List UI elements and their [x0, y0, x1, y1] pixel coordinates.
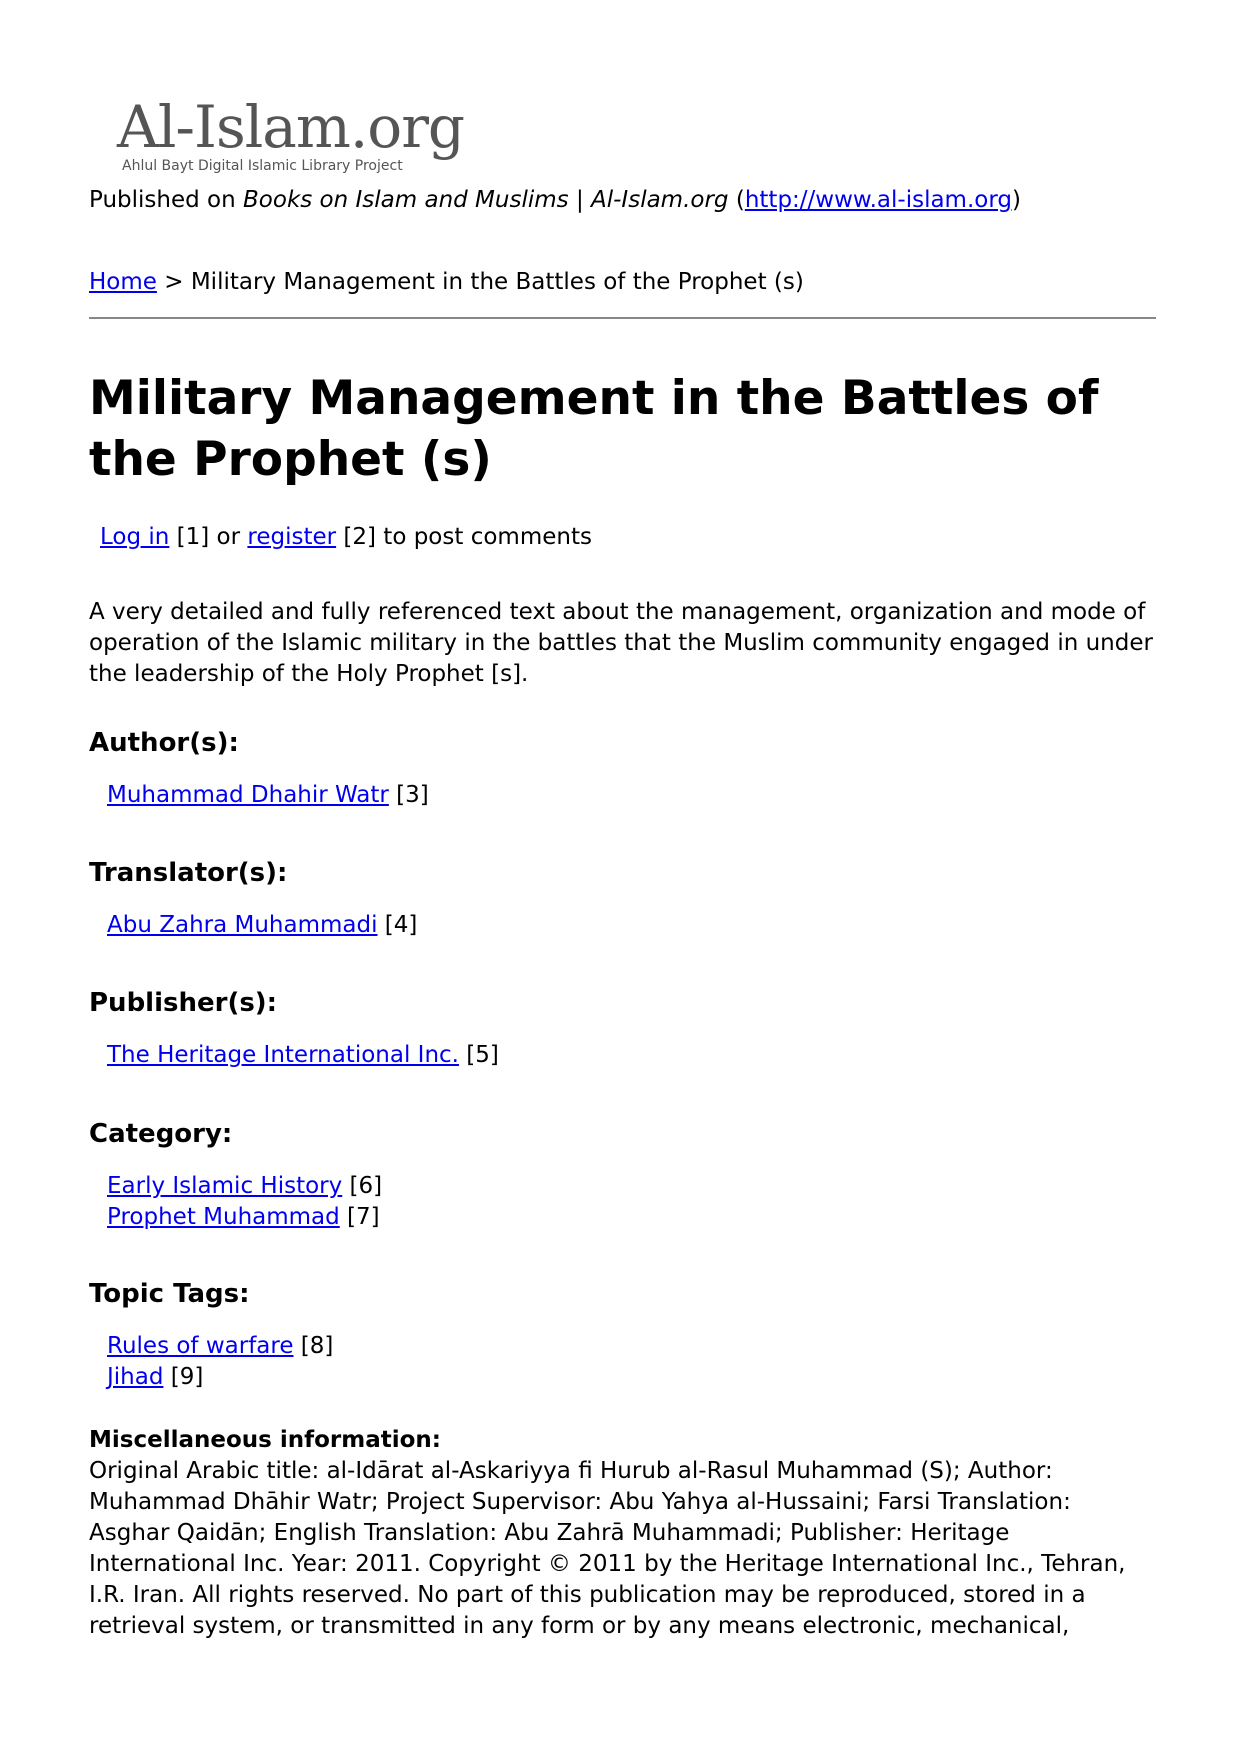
tag-link[interactable]: Jihad	[107, 1364, 164, 1390]
category-link[interactable]: Early Islamic History	[107, 1173, 343, 1199]
ref-number: [4]	[377, 912, 418, 938]
topic-tags-heading: Topic Tags:	[89, 1279, 250, 1309]
published-prefix: Published on	[89, 187, 244, 213]
logo-wordmark: Al-Islam.org	[117, 93, 465, 161]
misc-heading: Miscellaneous information:	[89, 1427, 441, 1453]
site-url-link[interactable]: http://www.al-islam.org	[744, 187, 1013, 213]
author-link[interactable]: Muhammad Dhahir Watr	[107, 782, 389, 808]
list-item	[107, 780, 1156, 811]
logo-tagline: Ahlul Bayt Digital Islamic Library Project	[122, 158, 403, 174]
book-description: A very detailed and fully referenced text about the management, organization and mode of operation of the Islamic military in the battles that the Muslim community engaged in under the leadership of the Holy Prophet [s].	[89, 599, 1153, 687]
topic-tags-section	[89, 1277, 1156, 1393]
misc-info	[89, 1425, 1156, 1642]
list-item	[107, 1171, 1156, 1202]
category-link[interactable]: Prophet Muhammad	[107, 1204, 340, 1230]
tag-link[interactable]: Rules of warfare	[107, 1333, 294, 1359]
category-section	[89, 1117, 1156, 1233]
site-logo[interactable]	[117, 92, 477, 180]
list-item	[107, 1040, 1156, 1071]
breadcrumb-home-link[interactable]: Home	[89, 269, 157, 295]
category-heading: Category:	[89, 1119, 233, 1149]
published-open-paren: (	[728, 187, 745, 213]
page-title: Military Management in the Battles of the Prophet (s)	[89, 371, 1099, 487]
ref-number: [5]	[458, 1042, 499, 1068]
authors-section	[89, 726, 1156, 811]
login-link[interactable]: Log in	[100, 524, 170, 550]
breadcrumb-separator: >	[156, 269, 191, 295]
publisher-link[interactable]: The Heritage International Inc.	[107, 1042, 459, 1068]
ref-number: [7]	[339, 1204, 380, 1230]
list-item	[107, 1362, 1156, 1393]
login-ref: [1] or	[169, 524, 248, 550]
translator-link[interactable]: Abu Zahra Muhammadi	[107, 912, 378, 938]
published-site-name: Books on Islam and Muslims | Al-Islam.org	[243, 187, 729, 213]
misc-text: Original Arabic title: al-Idārat al-Askariyya fi Hurub al-Rasul Muhammad (S); Author: Muhammad Dhāhir Watr; Project Supervisor: Abu Yahya al-Hussaini; Farsi Translation: Asghar Qaidān; English Translation: Abu Zahrā Muhammadi; Publisher: Heritage International Inc. Year: 2011. Copyright © 2011 by the Heritage International Inc., Tehran, I.R. Iran. All rights reserved. No part of this publication may be reproduced, stored in a retrieval system, or transmitted in any form or by any means electronic, mechanical,	[89, 1458, 1126, 1639]
ref-number: [6]	[342, 1173, 383, 1199]
breadcrumb-current: Military Management in the Battles of the Prophet (s)	[190, 269, 804, 295]
comment-auth-links	[100, 522, 592, 552]
translators-section	[89, 856, 1156, 941]
list-item	[107, 1202, 1156, 1233]
publishers-section	[89, 986, 1156, 1071]
list-item	[107, 1331, 1156, 1362]
register-ref: [2] to post comments	[336, 524, 592, 550]
list-item	[107, 910, 1156, 941]
published-close-paren: )	[1012, 187, 1021, 213]
ref-number: [9]	[163, 1364, 204, 1390]
published-on	[89, 185, 1021, 215]
authors-heading: Author(s):	[89, 728, 239, 758]
header-divider	[89, 317, 1156, 319]
publishers-heading: Publisher(s):	[89, 988, 278, 1018]
translators-heading: Translator(s):	[89, 858, 288, 888]
ref-number: [3]	[388, 782, 429, 808]
breadcrumb	[89, 267, 804, 297]
ref-number: [8]	[293, 1333, 334, 1359]
register-link[interactable]: register	[247, 524, 337, 550]
